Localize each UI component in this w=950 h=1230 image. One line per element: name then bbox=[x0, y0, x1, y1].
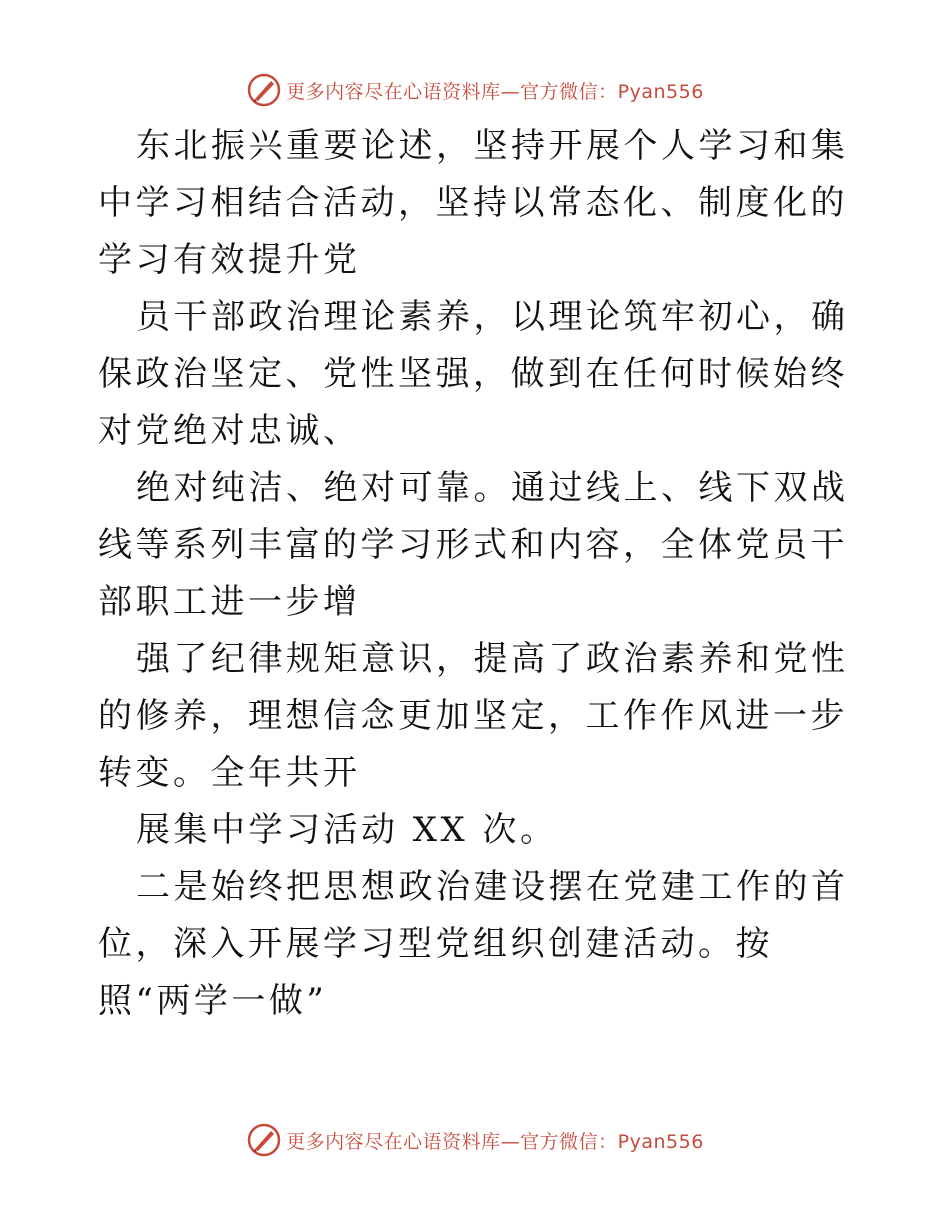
footer-watermark bbox=[0, 1120, 950, 1160]
watermark-text: 更多内容尽在心语资料库—官方微信：Pyan556 bbox=[286, 1130, 704, 1153]
document-body bbox=[98, 118, 858, 1030]
paragraph: 员干部政治理论素养，以理论筑牢初心，确保政治坚定、党性坚强，做到在任何时候始终对党绝对忠诚、 bbox=[98, 297, 849, 451]
paragraph: 强了纪律规矩意识，提高了政治素养和党性的修养，理想信念更加坚定，工作作风进一步转变。全年共开 bbox=[98, 639, 849, 793]
paragraph: 东北振兴重要论述，坚持开展个人学习和集中学习相结合活动，坚持以常态化、制度化的学习有效提升党 bbox=[98, 126, 849, 280]
header-watermark bbox=[0, 70, 950, 110]
quill-pen-logo-icon bbox=[246, 1122, 282, 1158]
paragraph: 展集中学习活动 XX 次。 bbox=[136, 810, 558, 850]
paragraph: 二是始终把思想政治建设摆在党建工作的首位，深入开展学习型党组织创建活动。按照“两学一做” bbox=[98, 867, 849, 1021]
watermark-text: 更多内容尽在心语资料库—官方微信：Pyan556 bbox=[286, 80, 704, 103]
quill-pen-logo-icon bbox=[246, 72, 282, 108]
paragraph: 绝对纯洁、绝对可靠。通过线上、线下双战线等系列丰富的学习形式和内容，全体党员干部职工进一步增 bbox=[98, 468, 849, 622]
